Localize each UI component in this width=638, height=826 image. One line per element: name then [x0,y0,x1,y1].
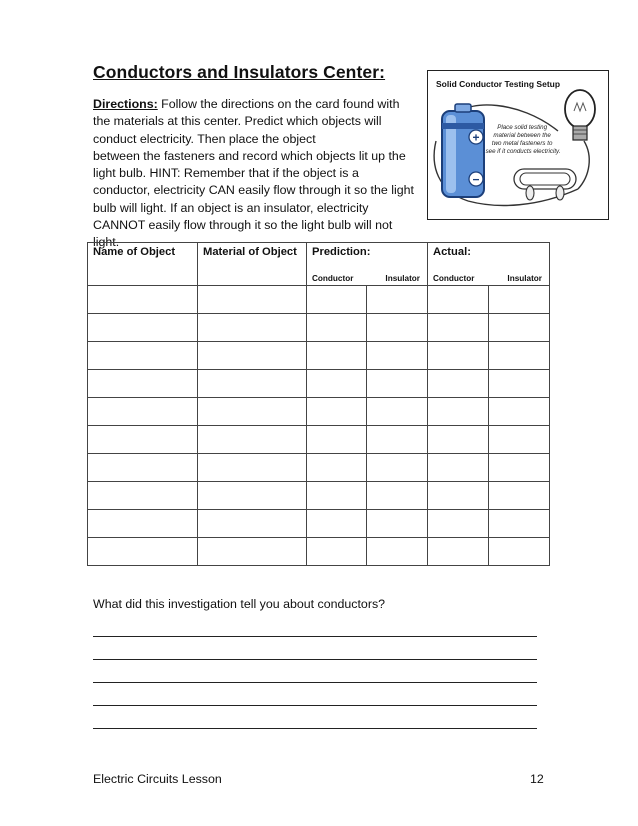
footer-page-number: 12 [530,772,544,786]
cell-prediction-insulator[interactable] [367,370,428,398]
battery-icon [442,104,484,197]
footer-lesson-title: Electric Circuits Lesson [93,772,222,786]
table-row [88,510,550,538]
cell-material[interactable] [198,454,307,482]
directions-text: Directions: Follow the directions on the card found with the materials at this center. Predict which objects will conduct electricity. Then place the object between the fasteners and record which objects lit up the light bulb. HINT: Remember that if the object is a conductor, electricity CAN easily flow through it so the light bulb will light. If an object is an insulator, electricity CANNOT easily flow through it so the light bulb will not light. [93,97,414,250]
cell-actual-conductor[interactable] [428,426,489,454]
cell-prediction-insulator[interactable] [367,342,428,370]
cell-actual-insulator[interactable] [489,286,550,314]
conductor-question: What did this investigation tell you about conductors? [93,597,386,611]
table-row [88,538,550,566]
cell-prediction-insulator[interactable] [367,538,428,566]
subheader-actual-conductor: Conductor [433,274,475,283]
cell-prediction-conductor[interactable] [307,342,367,370]
cell-prediction-conductor[interactable] [307,314,367,342]
cell-prediction-conductor[interactable] [307,482,367,510]
subheader-prediction-conductor: Conductor [312,274,354,283]
figure-note: Place solid testing material between the two metal fasteners to see if it conducts electricity. [485,124,561,155]
table-body [88,286,550,566]
table-row [88,342,550,370]
fasteners-icon [514,169,576,200]
cell-material[interactable] [198,286,307,314]
cell-material[interactable] [198,538,307,566]
cell-actual-insulator[interactable] [489,370,550,398]
battery-minus-label: − [472,172,480,187]
table-row [88,454,550,482]
cell-actual-conductor[interactable] [428,538,489,566]
cell-prediction-insulator[interactable] [367,286,428,314]
wire-right [578,141,589,189]
cell-actual-insulator[interactable] [489,426,550,454]
cell-prediction-conductor[interactable] [307,510,367,538]
cell-prediction-conductor[interactable] [307,454,367,482]
subheader-actual-insulator: Insulator [507,274,542,283]
cell-prediction-conductor[interactable] [307,398,367,426]
cell-name[interactable] [88,538,198,566]
cell-prediction-conductor[interactable] [307,370,367,398]
cell-name[interactable] [88,482,198,510]
cell-name[interactable] [88,342,198,370]
cell-material[interactable] [198,342,307,370]
cell-actual-insulator[interactable] [489,538,550,566]
table-row [88,398,550,426]
cell-prediction-insulator[interactable] [367,398,428,426]
table-header-row [88,243,550,286]
cell-prediction-insulator[interactable] [367,314,428,342]
table-row [88,286,550,314]
cell-actual-conductor[interactable] [428,314,489,342]
cell-actual-conductor[interactable] [428,370,489,398]
cell-actual-insulator[interactable] [489,510,550,538]
cell-name[interactable] [88,426,198,454]
battery-plus-label: + [472,130,480,145]
cell-material[interactable] [198,426,307,454]
answer-line[interactable] [93,659,537,660]
cell-material[interactable] [198,370,307,398]
subheader-prediction-insulator: Insulator [385,274,420,283]
answer-line[interactable] [93,728,537,729]
cell-prediction-insulator[interactable] [367,454,428,482]
directions-label: Directions: [93,97,158,111]
cell-name[interactable] [88,286,198,314]
cell-actual-conductor[interactable] [428,398,489,426]
cell-prediction-insulator[interactable] [367,482,428,510]
cell-material[interactable] [198,314,307,342]
cell-actual-insulator[interactable] [489,314,550,342]
answer-line[interactable] [93,636,537,637]
header-material-of-object: Material of Object [198,243,307,286]
table-row [88,314,550,342]
cell-prediction-insulator[interactable] [367,510,428,538]
cell-actual-insulator[interactable] [489,482,550,510]
cell-prediction-conductor[interactable] [307,286,367,314]
circuit-illustration [428,71,607,218]
answer-line[interactable] [93,682,537,683]
cell-name[interactable] [88,370,198,398]
cell-name[interactable] [88,454,198,482]
cell-material[interactable] [198,482,307,510]
table-row [88,426,550,454]
cell-actual-conductor[interactable] [428,482,489,510]
cell-material[interactable] [198,398,307,426]
cell-prediction-conductor[interactable] [307,426,367,454]
cell-actual-conductor[interactable] [428,510,489,538]
cell-material[interactable] [198,510,307,538]
cell-actual-insulator[interactable] [489,454,550,482]
answer-line[interactable] [93,705,537,706]
page-title: Conductors and Insulators Center: [93,62,386,82]
cell-prediction-conductor[interactable] [307,538,367,566]
header-prediction: Prediction: Conductor Insulator [307,243,428,286]
conductor-testing-figure [427,70,609,220]
cell-actual-conductor[interactable] [428,342,489,370]
cell-actual-insulator[interactable] [489,398,550,426]
table-row [88,370,550,398]
cell-name[interactable] [88,398,198,426]
table-row [88,482,550,510]
observation-table [87,242,550,566]
cell-actual-conductor[interactable] [428,286,489,314]
light-bulb-icon [565,90,595,140]
cell-name[interactable] [88,314,198,342]
cell-actual-insulator[interactable] [489,342,550,370]
cell-prediction-insulator[interactable] [367,426,428,454]
header-actual: Actual: Conductor Insulator [428,243,550,286]
figure-title: Solid Conductor Testing Setup [436,79,561,89]
header-name-of-object: Name of Object [88,243,198,286]
cell-name[interactable] [88,510,198,538]
cell-actual-conductor[interactable] [428,454,489,482]
